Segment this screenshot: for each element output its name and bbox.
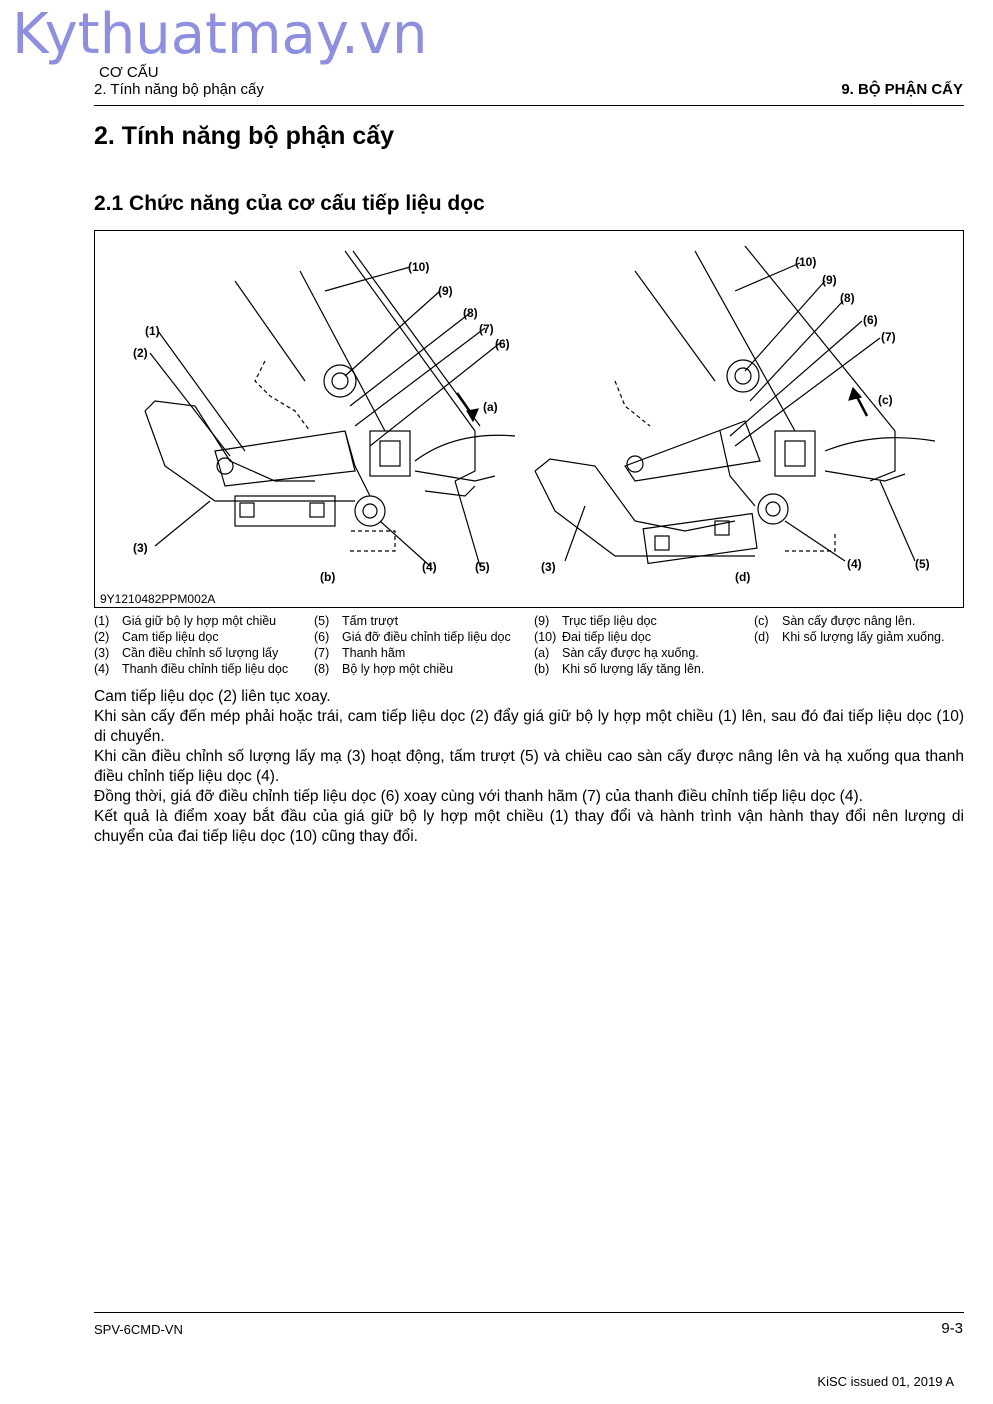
legend-item: (4) Thanh điều chỉnh tiếp liệu dọc [94, 662, 289, 676]
callout-left-1: (1) [145, 324, 160, 338]
figure-code: 9Y1210482PPM002A [100, 592, 216, 606]
header-chapter-title: 9. BỘ PHẬN CẤY [841, 81, 963, 98]
footer-doc-code: SPV-6CMD-VN [94, 1322, 183, 1337]
header-section: 2. Tính năng bộ phận cấy [94, 81, 264, 98]
callout-right-5: (5) [915, 557, 930, 571]
callout-left-8: (8) [463, 306, 478, 320]
header-rule [94, 105, 964, 106]
callout-left-4: (4) [422, 560, 437, 574]
callout-left-9: (9) [438, 284, 453, 298]
legend-item: (b) Khi số lượng lấy tăng lên. [534, 662, 705, 676]
callout-right-6: (6) [863, 313, 878, 327]
callout-left-10: (10) [408, 260, 430, 274]
legend-item: (10) Đai tiếp liệu dọc [534, 630, 651, 644]
paragraph: Cam tiếp liệu dọc (2) liên tục xoay. [94, 688, 331, 705]
callout-left-5: (5) [475, 560, 490, 574]
legend-column-3 [534, 613, 704, 677]
mechanism-drawing [95, 231, 963, 607]
legend-item: (2) Cam tiếp liệu dọc [94, 630, 219, 644]
callout-right-7: (7) [881, 330, 896, 344]
footer-page-number: 9-3 [941, 1320, 963, 1337]
legend-item: (8) Bộ ly hợp một chiều [314, 662, 454, 676]
legend-column-2 [314, 613, 511, 677]
header-chapter: CƠ CẤU [99, 64, 159, 81]
legend-column-4 [754, 613, 944, 645]
callout-right-9: (9) [822, 273, 837, 287]
legend-item: (7) Thanh hãm [314, 646, 406, 660]
body-text [94, 687, 964, 847]
callout-left-a: (a) [483, 400, 498, 414]
legend-item: (a) Sàn cấy được hạ xuống. [534, 646, 699, 660]
legend-item: (d) Khi số lượng lấy giảm xuống. [754, 630, 945, 644]
section-subtitle: 2.1 Chức năng của cơ cấu tiếp liệu dọc [94, 192, 485, 215]
callout-right-8: (8) [840, 291, 855, 305]
watermark-logo: Kythuatmay.vn [12, 2, 428, 67]
callout-left-7: (7) [479, 322, 494, 336]
legend-item: (1) Giá giữ bộ ly hợp một chiều [94, 614, 277, 628]
paragraph: Đồng thời, giá đỡ điều chỉnh tiếp liệu dọc (6) xoay cùng với thanh hãm (7) của thanh điều chỉnh tiếp liệu dọc (4). [94, 788, 863, 805]
paragraph: Khi sàn cấy đến mép phải hoặc trái, cam tiếp liệu dọc (2) đẩy giá giữ bộ ly hợp một chiều (1) lên, sau đó đai tiếp liệu dọc (10) di chuyển. [94, 708, 964, 745]
callout-right-10: (10) [795, 255, 817, 269]
mechanism-figure [94, 230, 964, 608]
paragraph: Kết quả là điểm xoay bắt đầu của giá giữ bộ ly hợp một chiều (1) thay đổi và hành trình vận hành thay đổi nên lượng di chuyển của đai tiếp liệu dọc (10) cũng thay đổi. [94, 808, 964, 845]
callout-right-3: (3) [541, 560, 556, 574]
legend-column-1 [94, 613, 288, 677]
footer-rule [94, 1312, 964, 1313]
callout-right-c: (c) [878, 393, 893, 407]
callout-left-b: (b) [320, 570, 336, 584]
legend-item: (c) Sàn cấy được nâng lên. [754, 614, 916, 628]
legend-item: (3) Cần điều chỉnh số lượng lấy [94, 646, 279, 660]
callout-left-6: (6) [495, 337, 510, 351]
footer-issue: KiSC issued 01, 2019 A [817, 1374, 954, 1389]
legend-item: (5) Tấm trượt [314, 614, 399, 628]
legend-item: (9) Trục tiếp liệu dọc [534, 614, 657, 628]
callout-left-2: (2) [133, 346, 148, 360]
legend-item: (6) Giá đỡ điều chỉnh tiếp liệu dọc [314, 630, 511, 644]
paragraph: Khi cần điều chỉnh số lượng lấy mạ (3) hoạt động, tấm trượt (5) và chiều cao sàn cấy được nâng lên và hạ xuống qua thanh điều chỉnh tiếp liệu dọc (4). [94, 748, 964, 785]
page-title: 2. Tính năng bộ phận cấy [94, 122, 395, 150]
callout-right-d: (d) [735, 570, 751, 584]
callout-left-3: (3) [133, 541, 148, 555]
callout-right-4: (4) [847, 557, 862, 571]
